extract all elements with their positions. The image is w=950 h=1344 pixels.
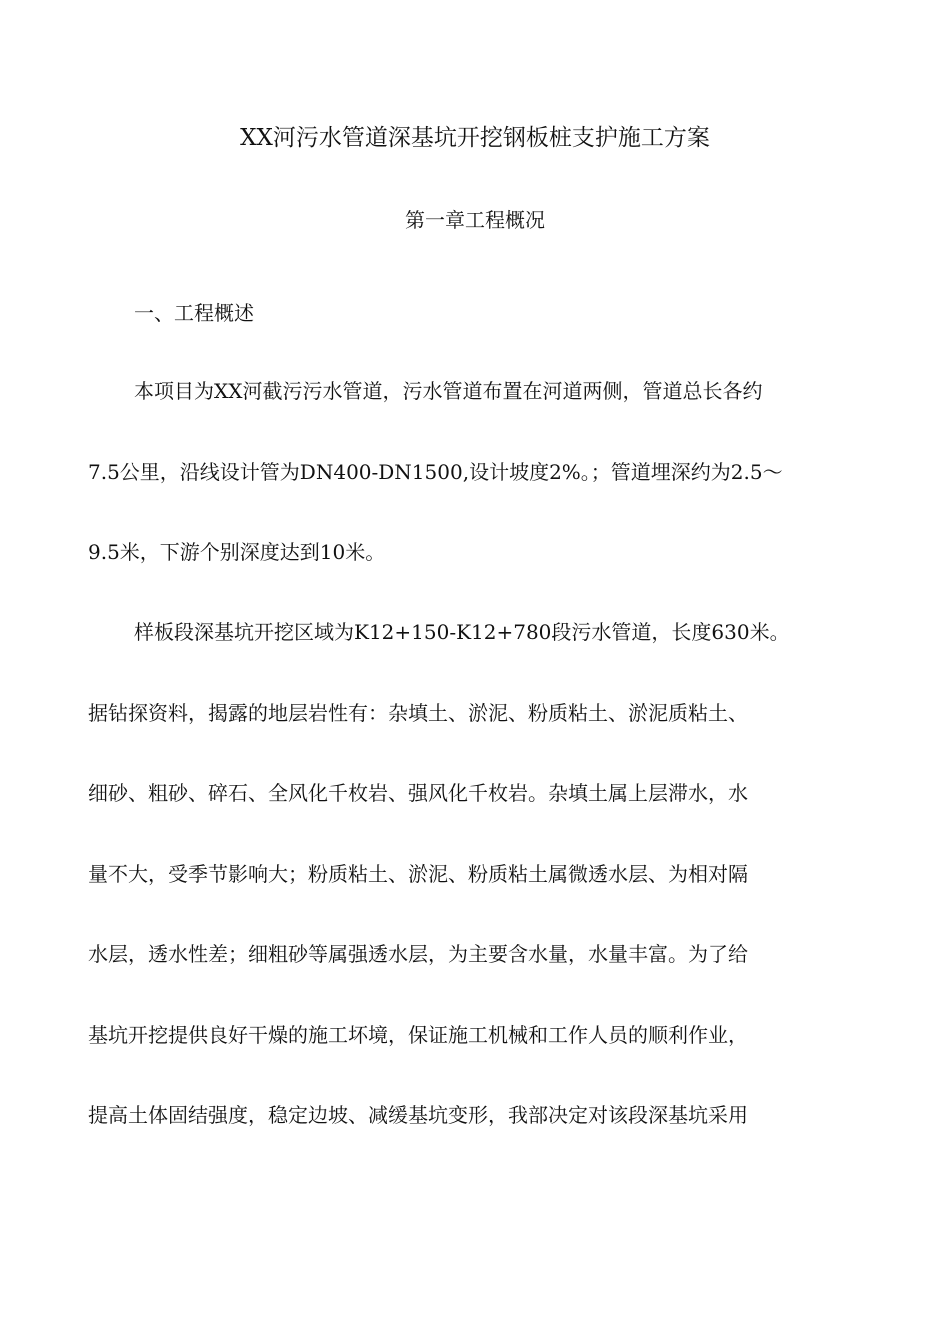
paragraph-line: 细砂、粗砂、碎石、全风化千枚岩、强风化千枚岩。杂填土属上层滞水，水 — [88, 781, 748, 805]
document-title: XX河污水管道深基坑开挖钢板桩支护施工方案 — [240, 125, 710, 151]
paragraph-line: 据钻探资料，揭露的地层岩性有：杂填土、淤泥、粉质粘土、淤泥质粘土、 — [88, 700, 748, 725]
paragraph-line: 基坑开挖提供良好干燥的施工坏境，保证施工机械和工作人员的顺利作业， — [88, 1022, 748, 1047]
paragraph-line: 样板段深基坑开挖区域为K12+150-K12+780段污水管道，长度630米。 — [134, 620, 790, 644]
paragraph-line: 7.5公里，沿线设计管为DN400-DN1500,设计坡度2%。；管道埋深约为2.5〜 — [88, 459, 783, 484]
paragraph-excavation-area — [88, 592, 868, 1156]
paragraph-line: 提高土体固结强度，稳定边坡、减缓基坑变形，我部决定对该段深基坑采用 — [88, 1103, 748, 1127]
paragraph-line: 量不大，受季节影响大；粉质粘土、淤泥、粉质粘土属微透水层、为相对隔 — [88, 861, 748, 886]
paragraph-line: 本项目为XX河截污污水管道，污水管道布置在河道两侧，管道总长各约 — [134, 379, 763, 403]
paragraph-line: 水层，透水性差；细粗砂等属强透水层，为主要含水量，水量丰富。为了给 — [88, 942, 748, 966]
section-heading: 一、工程概述 — [134, 301, 254, 325]
paragraph-line: 9.5米，下游个别深度达到10米。 — [88, 540, 386, 564]
chapter-heading: 第一章工程概况 — [405, 208, 545, 232]
paragraph-project-overview — [88, 351, 868, 593]
